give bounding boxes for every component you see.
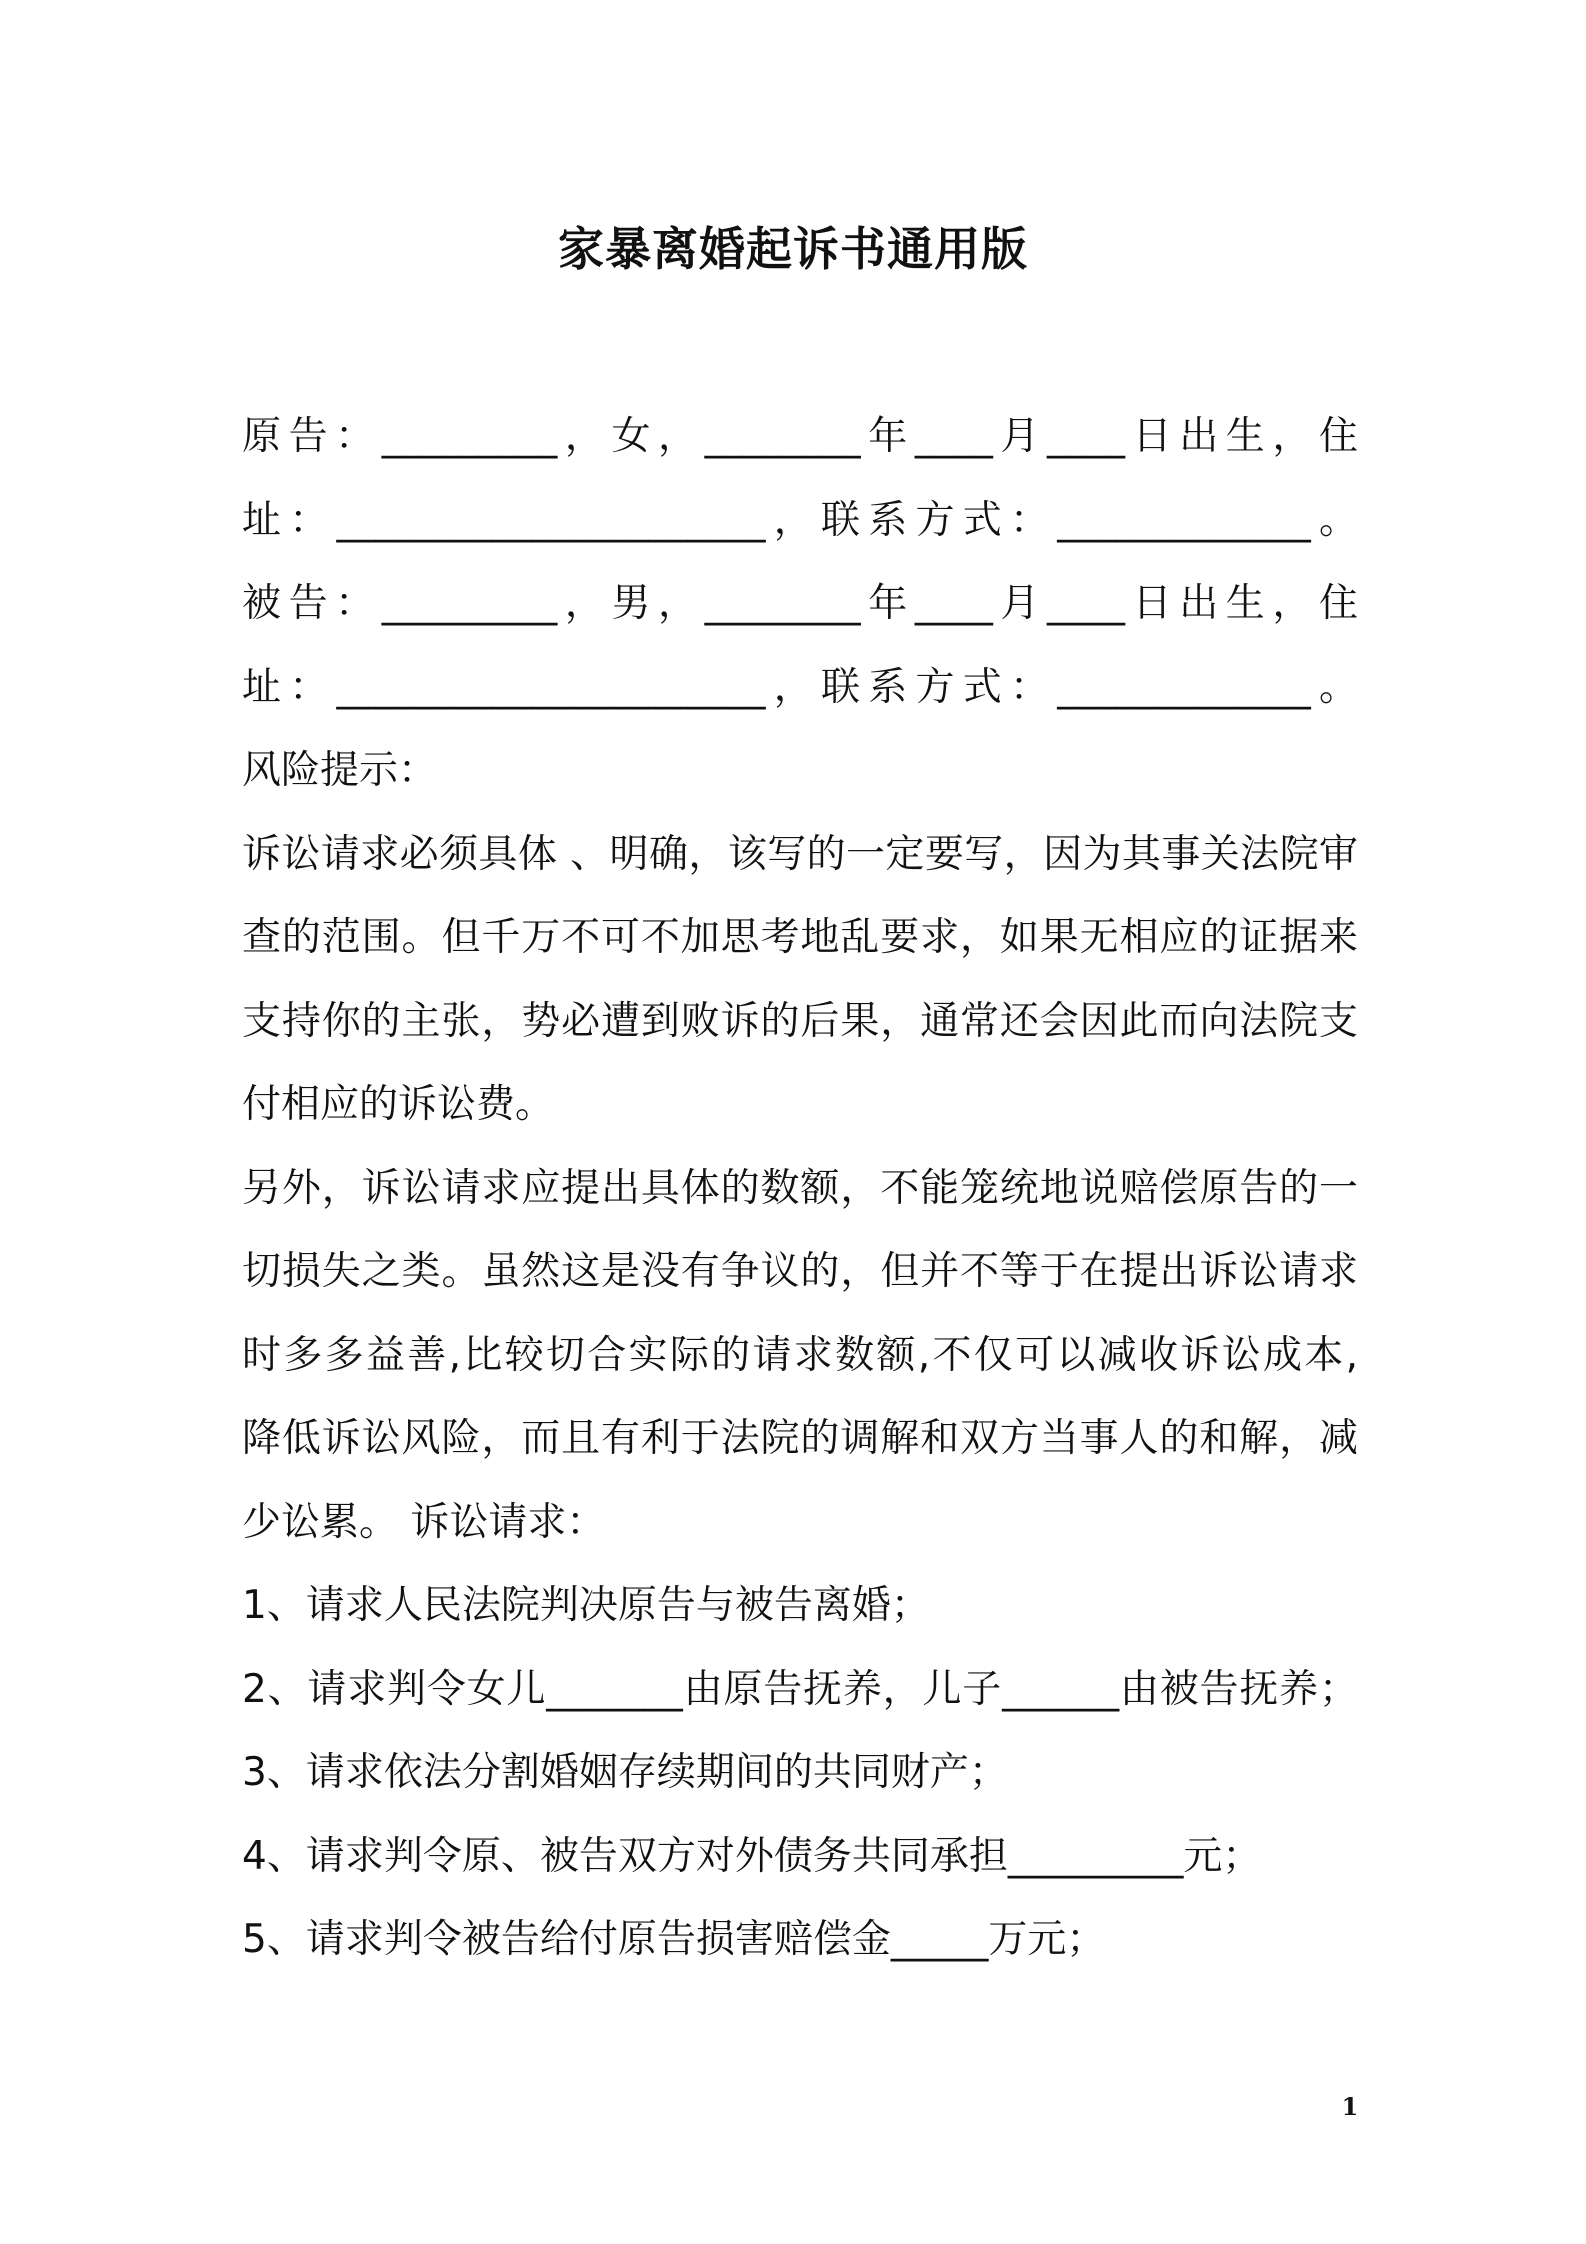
- risk-paragraph-2-line-4: 降低诉讼风险，而且有利于法院的调解和双方当事人的和解，减: [242, 1416, 1358, 1461]
- claim-item-5: 5、请求判令被告给付原告损害赔偿金_____万元；: [242, 1917, 1106, 1962]
- risk-paragraph-1-line-3: 支持你的主张，势必遭到败诉的后果，通常还会因此而向法院支: [242, 998, 1358, 1044]
- claim-item-1: 1、请求人民法院判决原告与被告离婚；: [242, 1583, 930, 1628]
- claims-heading-line: 少讼累。 诉讼请求：: [242, 1499, 606, 1545]
- claim-item-2: 2、请求判令女儿_______由原告抚养，儿子______由被告抚养；: [242, 1666, 1358, 1712]
- risk-paragraph-1-line-4: 付相应的诉讼费。: [242, 1082, 555, 1127]
- risk-paragraph-2-line-1: 另外，诉讼请求应提出具体的数额，不能笼统地说赔偿原告的一: [242, 1165, 1358, 1211]
- risk-paragraph-2-line-3: 时多多益善,比较切合实际的请求数额,不仅可以减收诉讼成本,: [242, 1332, 1358, 1378]
- plaintiff-line-2: 址：______________________，联系方式：_____________。: [242, 497, 1358, 543]
- document-body: [242, 395, 1358, 1982]
- risk-paragraph-2-line-2: 切损失之类。虽然这是没有争议的，但并不等于在提出诉讼请求: [242, 1249, 1358, 1294]
- page-number: 1: [1341, 2092, 1359, 2121]
- risk-paragraph-1-line-2: 查的范围。但千万不可不加思考地乱要求，如果无相应的证据来: [242, 915, 1358, 960]
- claim-item-3: 3、请求依法分割婚姻存续期间的共同财产；: [242, 1750, 1008, 1795]
- defendant-line-2: 址：______________________，联系方式：_____________。: [242, 664, 1358, 710]
- risk-heading: 风险提示：: [242, 748, 438, 793]
- defendant-line-1: 被告：_________，男，________年____月____日出生，住: [242, 581, 1358, 626]
- claim-item-4: 4、请求判令原、被告双方对外债务共同承担_________元；: [242, 1833, 1262, 1879]
- document-title: 家暴离婚起诉书通用版: [558, 222, 1028, 276]
- risk-paragraph-1-line-1: 诉讼请求必须具体 、明确，该写的一定要写，因为其事关法院审: [242, 831, 1358, 877]
- plaintiff-line-1: 原告：_________，女，________年____月____日出生，住: [242, 414, 1358, 459]
